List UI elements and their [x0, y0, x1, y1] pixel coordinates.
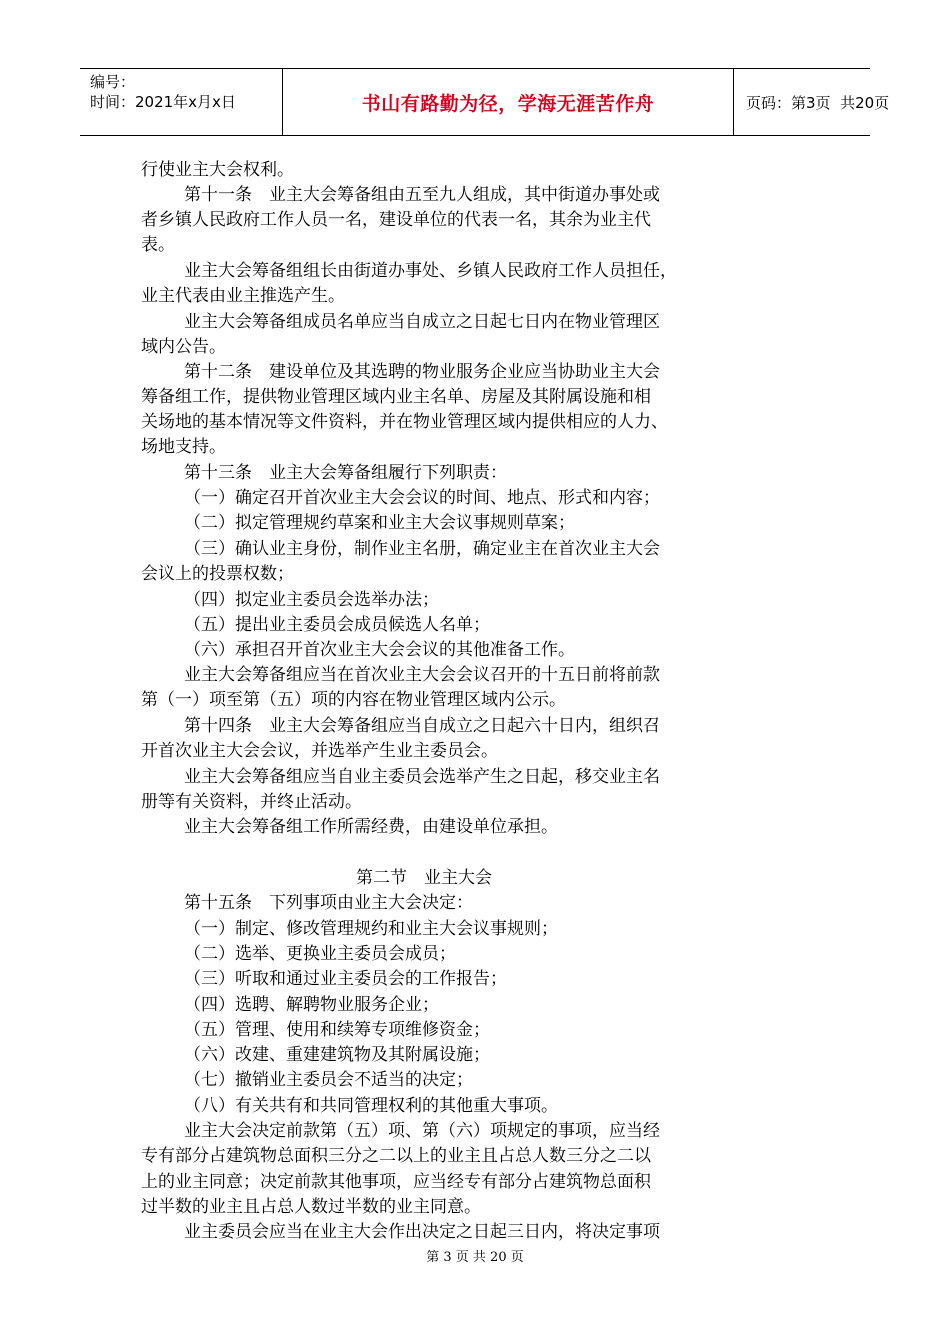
text-line: 业主大会筹备组工作所需经费，由建设单位承担。 — [184, 817, 558, 837]
page-header — [80, 68, 890, 136]
list-item: （二）选举、更换业主委员会成员； — [184, 944, 456, 964]
list-item: （六）承担召开首次业主大会会议的其他准备工作。 — [184, 640, 575, 660]
text-line: 业主代表由业主推选产生。 — [141, 286, 345, 306]
text-line: 上的业主同意；决定前款其他事项，应当经专有部分占建筑物总面积 — [141, 1172, 651, 1192]
document-number-label: 编号： — [90, 73, 136, 91]
document-date: 时间：2021年x月x日 — [90, 93, 236, 111]
text-line: 筹备组工作，提供物业管理区域内业主名单、房屋及其附属设施和相 — [141, 387, 651, 407]
text-line: 业主大会筹备组应当自业主委员会选举产生之日起，移交业主名 — [184, 767, 660, 787]
list-item: （七）撤销业主委员会不适当的决定； — [184, 1070, 473, 1090]
list-item: （一）确定召开首次业主大会会议的时间、地点、形式和内容； — [184, 488, 660, 508]
header-motto: 书山有路勤为径，学海无涯苦作舟 — [361, 92, 655, 115]
text-line: 业主大会筹备组组长由街道办事处、乡镇人民政府工作人员担任， — [184, 261, 677, 281]
list-item: （六）改建、重建建筑物及其附属设施； — [184, 1045, 490, 1065]
article-13: 第十三条 业主大会筹备组履行下列职责： — [184, 463, 507, 483]
text-line: 过半数的业主且占总人数过半数的业主同意。 — [141, 1197, 481, 1217]
list-item: （四）选聘、解聘物业服务企业； — [184, 995, 439, 1015]
text-line: 开首次业主大会会议，并选举产生业主委员会。 — [141, 741, 498, 761]
text-line: 者乡镇人民政府工作人员一名，建设单位的代表一名，其余为业主代 — [141, 210, 651, 230]
header-meta — [80, 69, 282, 135]
article-14: 第十四条 业主大会筹备组应当自成立之日起六十日内，组织召 — [184, 716, 660, 736]
text-line: 会议上的投票权数； — [141, 564, 294, 584]
header-motto-cell — [282, 69, 734, 135]
list-item: （五）管理、使用和续筹专项维修资金； — [184, 1020, 490, 1040]
list-item: （三）听取和通过业主委员会的工作报告； — [184, 969, 507, 989]
text-line: 业主委员会应当在业主大会作出决定之日起三日内，将决定事项 — [184, 1222, 660, 1242]
text-line: 场地支持。 — [141, 437, 226, 457]
list-item: （四）拟定业主委员会选举办法； — [184, 590, 439, 610]
list-item: （二）拟定管理规约草案和业主大会议事规则草案； — [184, 513, 575, 533]
list-item: （三）确认业主身份，制作业主名册，确定业主在首次业主大会 — [184, 539, 660, 559]
text-line: 第（一）项至第（五）项的内容在物业管理区域内公示。 — [141, 690, 566, 710]
text-line: 业主大会筹备组应当在首次业主大会会议召开的十五日前将前款 — [184, 665, 660, 685]
list-item: （八）有关共有和共同管理权利的其他重大事项。 — [184, 1096, 558, 1116]
text-line: 域内公告。 — [141, 337, 226, 357]
text-line: 关场地的基本情况等文件资料，并在物业管理区域内提供相应的人力、 — [141, 412, 668, 432]
list-item: （五）提出业主委员会成员候选人名单； — [184, 615, 490, 635]
text-line: 行使业主大会权利。 — [141, 160, 294, 180]
article-15: 第十五条 下列事项由业主大会决定： — [184, 893, 473, 913]
section-heading: 第二节 业主大会 — [356, 868, 492, 888]
text-line: 册等有关资料，并终止活动。 — [141, 792, 362, 812]
text-line: 表。 — [141, 235, 175, 255]
article-11: 第十一条 业主大会筹备组由五至九人组成，其中街道办事处或 — [184, 185, 660, 205]
text-line: 业主大会决定前款第（五）项、第（六）项规定的事项，应当经 — [184, 1121, 660, 1141]
article-12: 第十二条 建设单位及其选聘的物业服务企业应当协助业主大会 — [184, 362, 660, 382]
text-line: 专有部分占建筑物总面积三分之二以上的业主且占总人数三分之二以 — [141, 1146, 651, 1166]
text-line: 业主大会筹备组成员名单应当自成立之日起七日内在物业管理区 — [184, 312, 660, 332]
list-item: （一）制定、修改管理规约和业主大会议事规则； — [184, 919, 558, 939]
page-footer: 第 3 页 共 20 页 — [426, 1250, 524, 1265]
header-page-info: 页码：第3页 共20页 — [746, 93, 890, 112]
